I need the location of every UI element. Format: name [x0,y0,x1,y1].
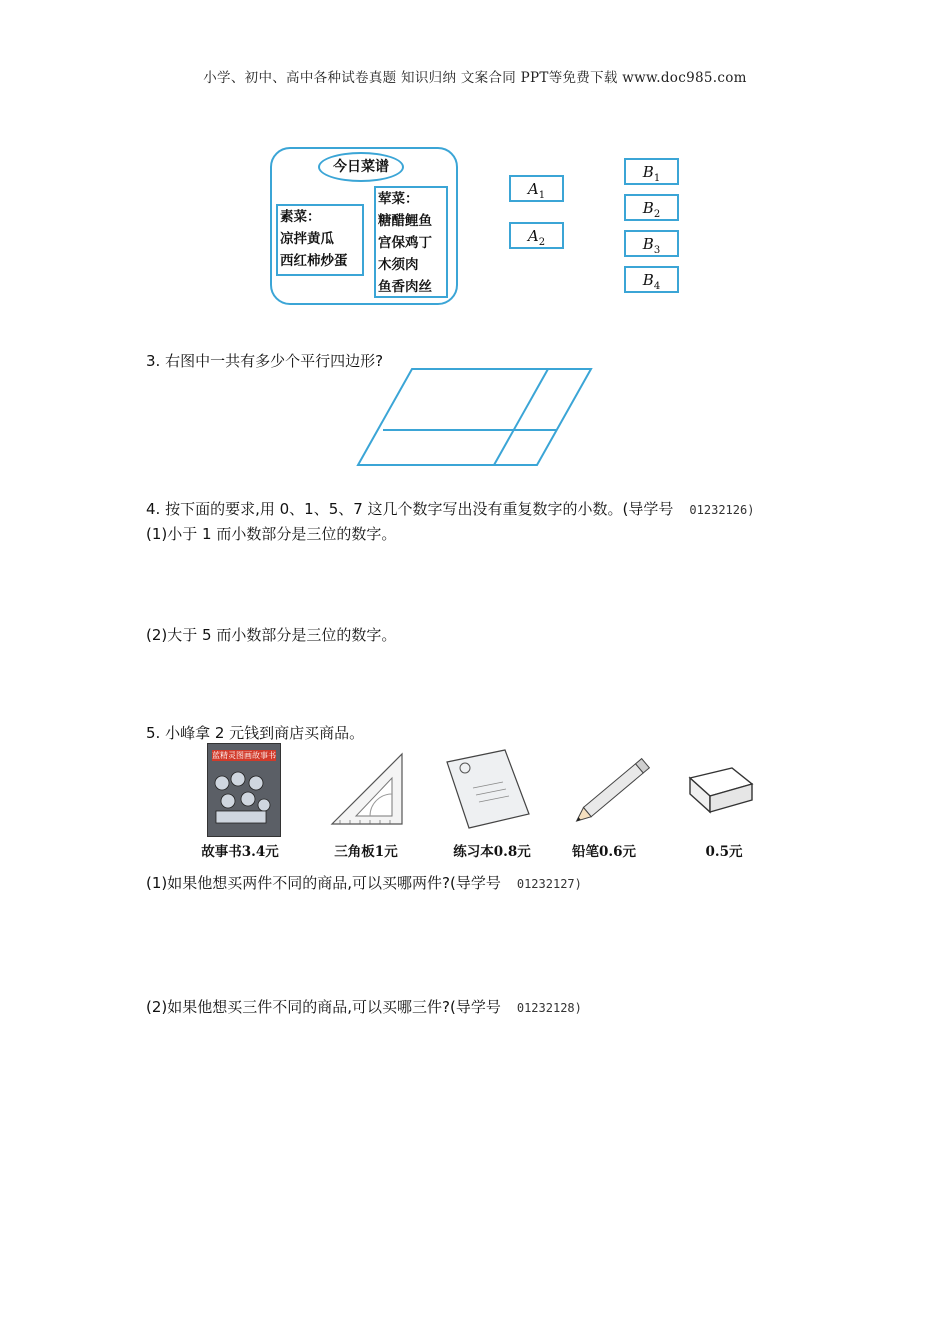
veg-dish-box [276,204,364,276]
question-4: 4. 按下面的要求,用 0、1、5、7 这几个数字写出没有重复数字的小数。(导学号 01232126) [146,500,755,518]
storybook-icon [207,743,281,837]
item-label: 铅笔0.6元 [572,844,636,860]
meat-item: 木须肉 [378,257,419,273]
label-box-a2: $A_2$ [509,222,564,249]
veg-heading: 素菜： [280,209,321,225]
triangle-ruler-icon [330,752,406,828]
veg-item: 凉拌黄瓜 [280,231,334,247]
item-label: 练习本0.8元 [453,844,531,860]
label-box-b2: $B_2$ [624,194,679,221]
item-label: 三角板1元 [334,844,398,860]
parallelogram-figure [355,365,595,469]
meat-dish-box [374,186,448,298]
meat-item: 鱼香肉丝 [378,279,432,295]
meat-heading: 荤菜： [378,191,419,207]
question-5-part-1: (1)如果他想买两件不同的商品,可以买哪两件?(导学号 01232127) [146,874,582,892]
storybook-title: 蓝精灵图画故事书 [212,751,276,760]
eraser-icon [686,764,756,816]
question-4-part-2: (2)大于 5 而小数部分是三位的数字。 [146,626,397,644]
question-5: 5. 小峰拿 2 元钱到商店买商品。 [146,724,365,742]
label-box-a1: $A_1$ [509,175,564,202]
veg-item: 西红柿炒蛋 [280,253,348,269]
question-5-part-2: (2)如果他想买三件不同的商品,可以买哪三件?(导学号 01232128) [146,998,582,1016]
label-box-b1: $B_1$ [624,158,679,185]
label-box-b4: $B_4$ [624,266,679,293]
page-header: 小学、初中、高中各种试卷真题 知识归纳 文案合同 PPT等免费下载 www.doc985.com [203,70,747,86]
item-label: 0.5元 [705,844,743,860]
slant-divider [494,369,548,465]
label-box-b3: $B_3$ [624,230,679,257]
outer-parallelogram [358,369,591,465]
pencil-icon [566,756,662,826]
meat-item: 宫保鸡丁 [378,235,432,251]
item-label: 故事书3.4元 [201,844,279,860]
question-4-part-1: (1)小于 1 而小数部分是三位的数字。 [146,525,397,543]
notebook-icon [443,748,533,830]
question-3: 3. 右图中一共有多少个平行四边形? [146,352,384,370]
meat-item: 糖醋鲤鱼 [378,213,432,229]
menu-title: 今日菜谱 [318,152,404,182]
